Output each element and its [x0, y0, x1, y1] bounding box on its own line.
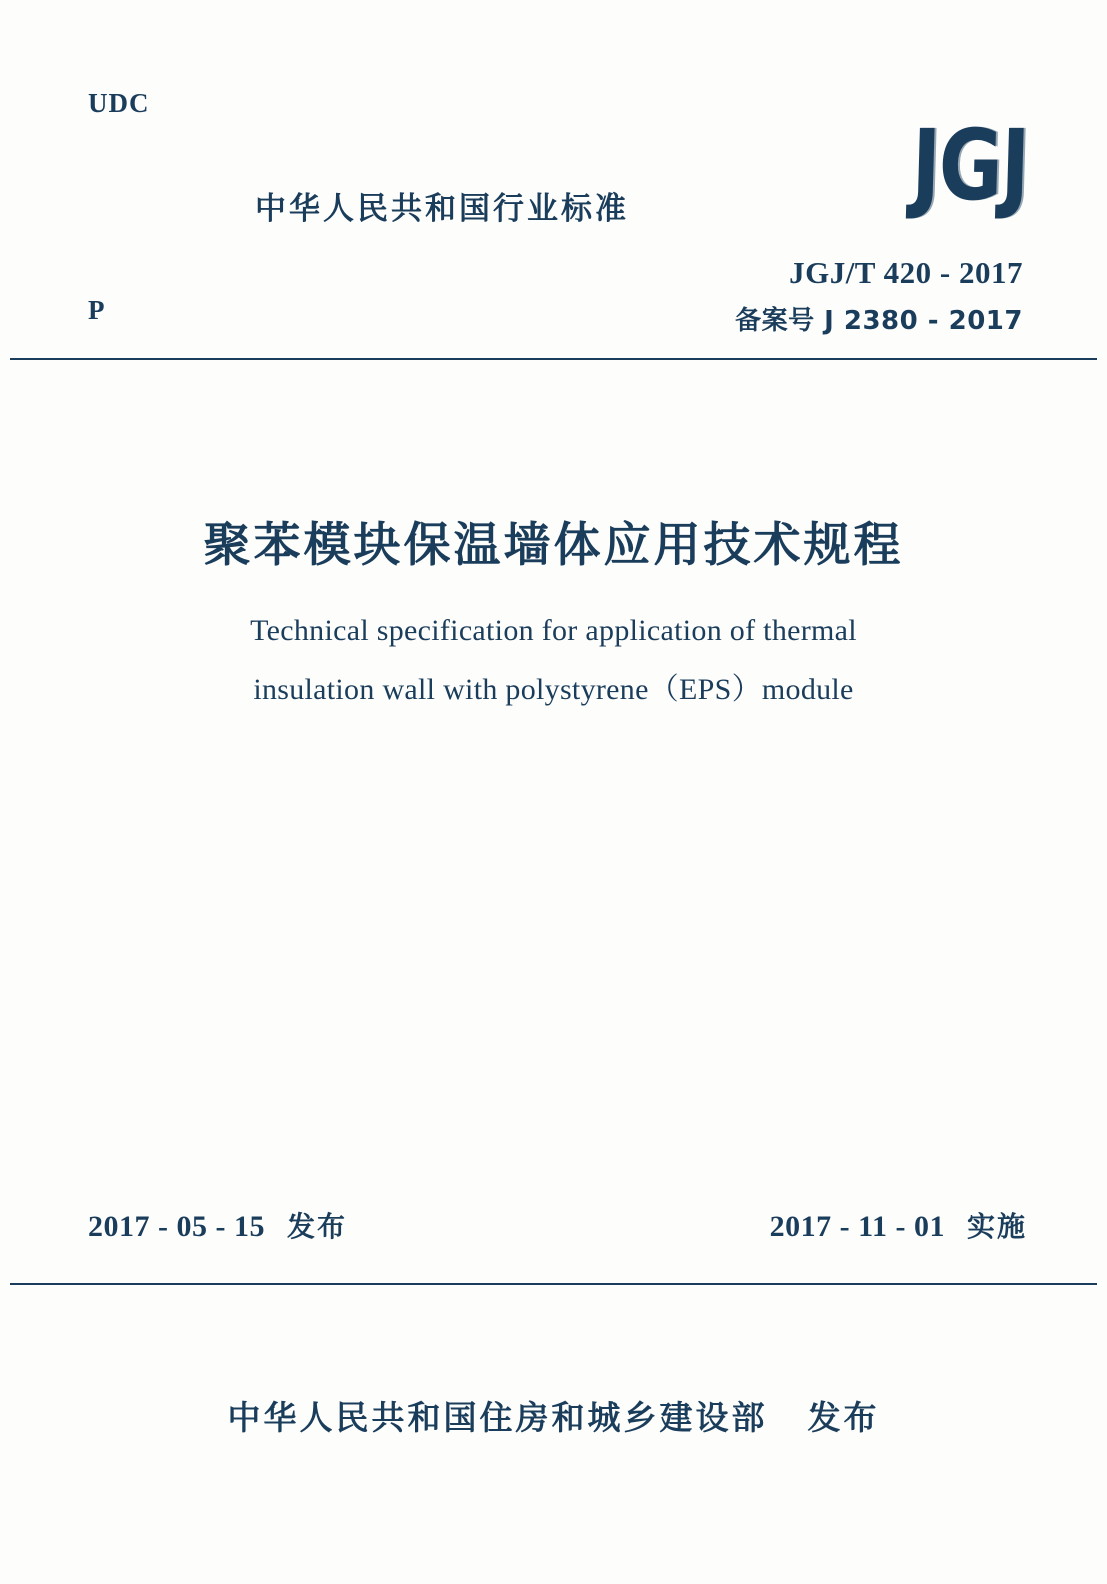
effective-date: 2017 - 11 - 01: [769, 1210, 945, 1243]
issuing-authority-line: 中华人民共和国行业标准: [255, 191, 629, 227]
divider-bottom: [10, 1283, 1097, 1285]
issue-date-group: [88, 1205, 347, 1245]
udc-label: UDC: [88, 88, 150, 118]
page-title-chinese: 聚苯模块保温墙体应用技术规程: [203, 518, 904, 573]
publisher-name: 中华人民共和国住房和城乡建设部: [227, 1398, 768, 1437]
standard-number: JGJ/T 420 - 2017: [789, 255, 1023, 290]
page-title-english-line1: Technical specification for application of thermal: [250, 614, 857, 647]
divider-top: [10, 358, 1097, 360]
issue-date-label: 发布: [286, 1210, 347, 1243]
jgj-logo: JGJ: [910, 110, 1030, 223]
publisher-line: [0, 1392, 1107, 1439]
effective-date-label: 实施: [966, 1210, 1027, 1243]
page-title-english: [0, 602, 1107, 719]
publisher-verb: 发布: [807, 1398, 880, 1437]
page-title-english-line2: insulation wall with polystyrene（EPS）module: [253, 672, 854, 706]
classification-p-label: P: [88, 295, 105, 325]
effective-date-group: [770, 1205, 1027, 1245]
issue-date: 2017 - 05 - 15: [88, 1210, 265, 1243]
record-number: 备案号 J 2380 - 2017: [735, 306, 1023, 336]
